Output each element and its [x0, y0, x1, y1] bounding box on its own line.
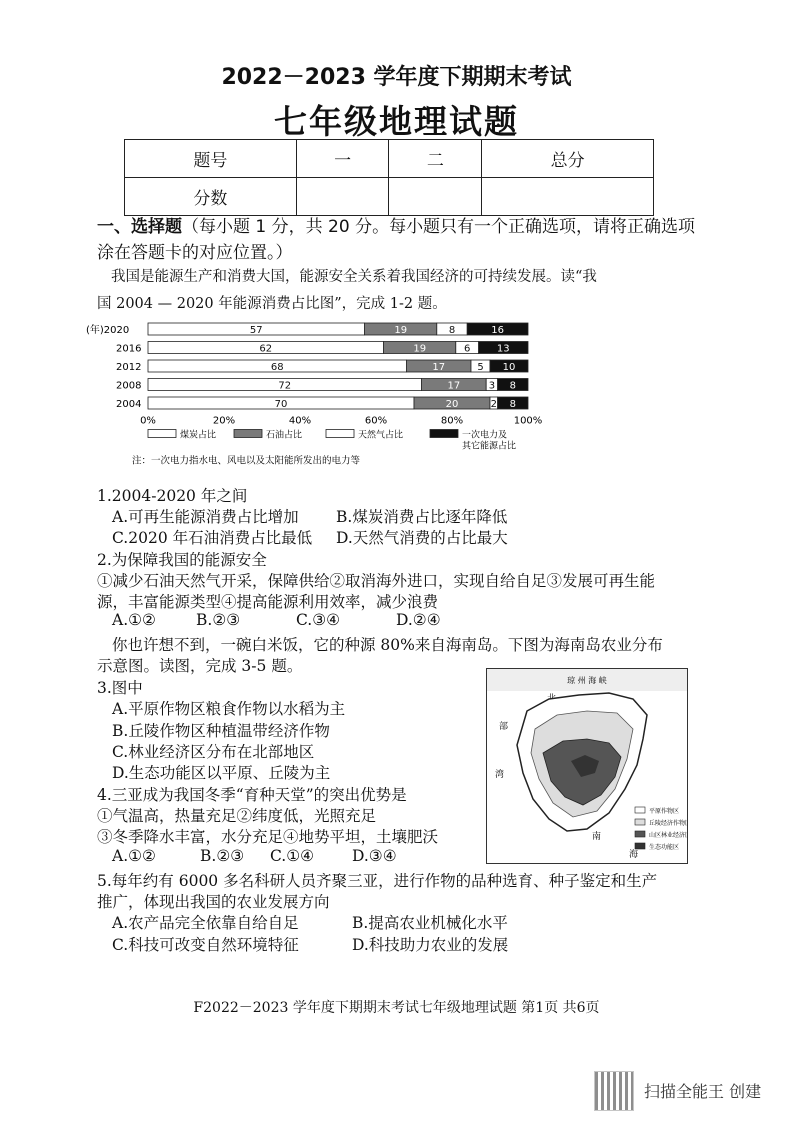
chart-legend-label: 石油占比 — [266, 430, 303, 441]
chart-data-label: 20 — [445, 399, 459, 410]
intro2-line: 你也许想不到，一碗白米饭，它的种源 80%来自海南岛。下图为海南岛农业分布 — [112, 636, 663, 654]
intro-line: 国 2004 — 2020 年能源消费占比图”，完成 1-2 题。 — [97, 296, 447, 312]
chart-data-label: 2 — [490, 399, 497, 410]
q2-statement-line: ①减少石油天然气开采，保障供给②取消海外进口，实现自给自足③发展可再生能 — [97, 572, 656, 590]
question-5-stem: 5.每年约有 6000 多名科研人员齐聚三亚，进行作物的品种选育、种子鉴定和生产 — [97, 872, 658, 890]
scanner-watermark — [594, 1071, 784, 1111]
hainan-agriculture-map — [486, 668, 688, 864]
chart-legend-swatch — [234, 430, 262, 438]
score-table-header-row — [125, 140, 654, 178]
q5-option-d: D.科技助力农业的发展 — [352, 936, 509, 954]
svg-text:生态功能区: 生态功能区 — [649, 844, 680, 851]
score-cell: 分数 — [125, 178, 297, 216]
section-instruction-text: （每小题 1 分，共 20 分。每小题只有一个正确选项，请将正确选项涂在答题卡的对应位置。） — [97, 217, 696, 263]
chart-data-label: 13 — [496, 343, 510, 355]
question-2-stem: 2.为保障我国的能源安全 — [97, 551, 267, 569]
q3-option-a: A.平原作物区粮食作物以水稻为主 — [112, 700, 346, 718]
score-cell: 总分 — [482, 140, 654, 178]
q2-option-a: A.①② — [112, 611, 156, 629]
q4-statement-line: ①气温高，热量充足②纬度低，光照充足 — [97, 807, 377, 825]
section-instruction — [97, 214, 697, 266]
intro-line: 我国是能源生产和消费大国，能源安全关系着我国经济的可持续发展。读“我 — [111, 269, 597, 285]
chart-x-tick-label: 20% — [212, 415, 236, 427]
chart-data-label: 17 — [432, 362, 446, 373]
q2-option-c: C.③④ — [296, 611, 341, 629]
q3-option-c: C.林业经济区分布在北部地区 — [112, 743, 315, 761]
q1-option-c: C.2020 年石油消费占比最低 — [112, 529, 313, 547]
score-cell — [389, 178, 482, 216]
chart-year-label: 2016 — [116, 343, 142, 355]
chart-legend-swatch — [326, 430, 354, 438]
score-cell — [296, 178, 389, 216]
q1-option-b: B.煤炭消费占比逐年降低 — [336, 508, 508, 526]
chart-data-label: 3 — [488, 380, 496, 392]
q2-statement-line: 源，丰富能源类型④提高能源利用效率，减少浪费 — [97, 593, 439, 611]
chart-legend-label: 一次电力及 — [462, 430, 508, 441]
chart-data-label: 72 — [278, 380, 292, 392]
chart-year-label: 2008 — [116, 380, 142, 392]
chart-legend-label: 天然气占比 — [358, 430, 404, 441]
exam-subtitle: 七年级地理试题 — [274, 102, 519, 141]
qr-code-icon — [594, 1071, 634, 1111]
question-4-stem: 4.三亚成为我国冬季“育种天堂”的突出优势是 — [97, 786, 407, 804]
score-cell — [482, 178, 654, 216]
chart-legend-label: 煤炭占比 — [180, 430, 217, 441]
q3-option-b: B.丘陵作物区种植温带经济作物 — [112, 722, 330, 740]
chart-year-label: 2004 — [116, 399, 142, 410]
chart-x-tick-label: 40% — [288, 415, 312, 427]
chart-data-label: 5 — [477, 362, 484, 373]
q4-option-d: D.③④ — [352, 847, 397, 865]
score-cell: 一 — [296, 140, 389, 178]
chart-year-label: 2012 — [116, 362, 142, 373]
chart-x-tick-label: 80% — [440, 415, 464, 427]
chart-data-label: 8 — [448, 325, 456, 336]
score-cell: 二 — [389, 140, 482, 178]
watermark-text: 扫描全能王 创建 — [644, 1082, 762, 1101]
score-table — [124, 139, 654, 216]
chart-legend-label: 其它能源占比 — [462, 441, 517, 452]
chart-data-label: 19 — [394, 325, 408, 336]
q5-option-a: A.农产品完全依靠自给自足 — [112, 914, 299, 932]
chart-data-label: 6 — [464, 343, 471, 355]
map-south-label-2: 海 — [629, 850, 639, 860]
chart-legend-swatch — [148, 430, 176, 438]
page-footer: F2022－2023 学年度下期期末考试七年级地理试题 第1页 共6页 — [193, 1000, 600, 1016]
score-table-value-row — [125, 178, 654, 216]
map-south-label-1: 南 — [592, 832, 602, 842]
chart-data-label: 8 — [509, 380, 516, 392]
chart-data-label: 19 — [413, 343, 427, 355]
chart-data-label: 8 — [509, 399, 516, 410]
chart-data-label: 17 — [447, 380, 461, 392]
q2-option-d: D.②④ — [396, 611, 441, 629]
chart-data-label: 16 — [491, 325, 504, 336]
section-heading: 一、选择题 — [97, 217, 182, 237]
chart-x-tick-label: 0% — [140, 415, 156, 427]
chart-data-label: 70 — [274, 399, 288, 410]
chart-data-label: 62 — [259, 343, 273, 355]
q1-option-a: A.可再生能源消费占比增加 — [112, 508, 299, 526]
q1-option-d: D.天然气消费的占比最大 — [336, 529, 508, 547]
svg-text:平原作物区: 平原作物区 — [649, 808, 680, 815]
chart-x-tick-label: 100% — [513, 415, 543, 427]
chart-year-label: (年)2020 — [86, 325, 130, 336]
q3-option-d: D.生态功能区以平原、丘陵为主 — [112, 764, 331, 782]
chart-x-tick-label: 60% — [364, 415, 388, 427]
chart-note: 注：一次电力指水电、风电以及太阳能所发出的电力等 — [132, 455, 361, 467]
chart-data-label: 10 — [502, 362, 516, 373]
question-3-stem: 3.图中 — [97, 679, 143, 697]
q2-option-b: B.②③ — [196, 611, 241, 629]
svg-text:山区林业经济区: 山区林业经济区 — [649, 832, 687, 839]
q4-option-a: A.①② — [112, 847, 156, 865]
intro2-line: 示意图。读图，完成 3-5 题。 — [97, 657, 303, 675]
map-west-label-2: 湾 — [495, 770, 505, 780]
svg-text:丘陵经济作物区: 丘陵经济作物区 — [649, 820, 687, 827]
map-legend — [635, 807, 687, 851]
q4-statement-line: ③冬季降水丰富，水分充足④地势平坦，土壤肥沃 — [97, 828, 439, 846]
question-5-stem: 推广，体现出我国的农业发展方向 — [97, 893, 330, 911]
map-west-label-1: 部 — [499, 722, 509, 732]
exam-title: 2022－2023 学年度下期期末考试 — [221, 65, 572, 90]
chart-legend-swatch — [430, 430, 458, 438]
map-strait-label: 琼 州 海 峡 — [567, 676, 607, 685]
q5-option-b: B.提高农业机械化水平 — [352, 914, 508, 932]
energy-consumption-chart — [86, 316, 546, 470]
question-1-stem: 1.2004-2020 年之间 — [97, 487, 248, 505]
score-cell: 题号 — [125, 140, 297, 178]
chart-data-label: 57 — [249, 325, 263, 336]
q4-option-c: C.①④ — [270, 847, 315, 865]
q4-option-b: B.②③ — [200, 847, 245, 865]
chart-data-label: 68 — [270, 362, 284, 373]
q5-option-c: C.科技可改变自然环境特征 — [112, 936, 299, 954]
